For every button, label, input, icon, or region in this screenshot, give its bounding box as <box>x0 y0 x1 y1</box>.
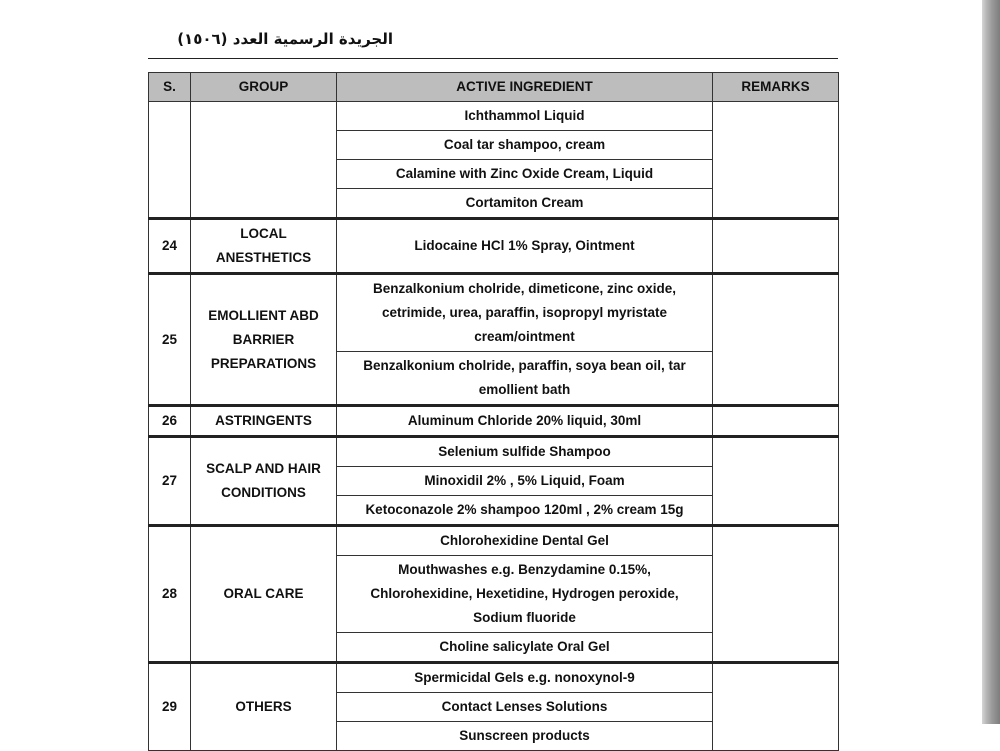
ingredient-cell: Calamine with Zinc Oxide Cream, Liquid <box>337 160 713 189</box>
ingredient-line: Benzalkonium cholride, dimeticone, zinc oxide, <box>372 281 677 296</box>
table-row <box>149 102 839 131</box>
serial-cell: 24 <box>149 219 191 274</box>
group-cell <box>191 219 337 274</box>
ingredient-cell: Ketoconazole 2% shampoo 120ml , 2% cream 15g <box>337 496 713 526</box>
ingredient-line: Mouthwashes e.g. Benzydamine 0.15%, <box>398 562 651 577</box>
remarks-cell <box>713 274 839 406</box>
ingredient-cell: Aluminum Chloride 20% liquid, 30ml <box>337 406 713 437</box>
ingredient-cell <box>337 556 713 633</box>
serial-cell <box>149 102 191 219</box>
ingredient-line: Sodium fluoride <box>473 610 576 625</box>
ingredient-cell: Minoxidil 2% , 5% Liquid, Foam <box>337 467 713 496</box>
ingredient-cell: Lidocaine HCl 1% Spray, Ointment <box>337 219 713 274</box>
group-label-line: CONDITIONS <box>221 485 306 500</box>
col-header-serial: S. <box>149 73 191 102</box>
remarks-cell <box>713 437 839 526</box>
table-row <box>149 437 839 467</box>
group-label-line: ANESTHETICS <box>215 250 312 265</box>
ingredient-line: emollient bath <box>478 382 571 397</box>
group-cell: OTHERS <box>191 663 337 751</box>
group-label-line: PREPARATIONS <box>210 355 317 371</box>
page-edge-shadow <box>982 0 1000 724</box>
serial-cell: 28 <box>149 526 191 663</box>
table-row <box>149 406 839 437</box>
ingredient-line: cetrimide, urea, paraffin, isopropyl myristate <box>381 305 668 320</box>
table-row <box>149 526 839 556</box>
table-header-row <box>149 73 839 102</box>
group-cell <box>191 437 337 526</box>
group-label-line: EMOLLIENT ABD <box>208 307 319 323</box>
remarks-cell <box>713 102 839 219</box>
gazette-header-title: الجريدة الرسمية العدد (١٥٠٦) <box>177 30 393 48</box>
header-divider <box>148 58 838 59</box>
remarks-cell <box>713 663 839 751</box>
group-cell: ORAL CARE <box>191 526 337 663</box>
group-cell <box>191 102 337 219</box>
ingredient-cell <box>337 274 713 352</box>
ingredient-cell: Coal tar shampoo, cream <box>337 131 713 160</box>
group-cell: ASTRINGENTS <box>191 406 337 437</box>
ingredient-cell <box>337 352 713 406</box>
ingredient-line: Chlorohexidine, Hexetidine, Hydrogen peroxide, <box>370 586 679 601</box>
ingredient-line: Benzalkonium cholride, paraffin, soya bean oil, tar <box>363 358 686 373</box>
serial-cell: 29 <box>149 663 191 751</box>
ingredient-cell: Contact Lenses Solutions <box>337 693 713 722</box>
remarks-cell <box>713 526 839 663</box>
ingredient-cell: Selenium sulfide Shampoo <box>337 437 713 467</box>
ingredient-cell: Choline salicylate Oral Gel <box>337 633 713 663</box>
group-label-line: BARRIER <box>232 331 295 347</box>
col-header-group: GROUP <box>191 73 337 102</box>
col-header-remarks: REMARKS <box>713 73 839 102</box>
ingredient-cell: Spermicidal Gels e.g. nonoxynol-9 <box>337 663 713 693</box>
ingredient-line: cream/ointment <box>474 329 575 344</box>
ingredient-cell: Ichthammol Liquid <box>337 102 713 131</box>
group-label-line: SCALP AND HAIR <box>206 461 321 476</box>
table-row <box>149 219 839 274</box>
drug-group-table <box>148 72 839 751</box>
remarks-cell <box>713 219 839 274</box>
ingredient-cell: Cortamiton Cream <box>337 189 713 219</box>
group-label-line: LOCAL <box>240 226 287 241</box>
table-row <box>149 274 839 352</box>
ingredient-cell: Sunscreen products <box>337 722 713 751</box>
serial-cell: 27 <box>149 437 191 526</box>
table-row <box>149 663 839 693</box>
serial-cell: 26 <box>149 406 191 437</box>
serial-cell: 25 <box>149 274 191 406</box>
group-cell <box>191 274 337 406</box>
ingredient-cell: Chlorohexidine Dental Gel <box>337 526 713 556</box>
col-header-active-ingredient: ACTIVE INGREDIENT <box>337 73 713 102</box>
remarks-cell <box>713 406 839 437</box>
